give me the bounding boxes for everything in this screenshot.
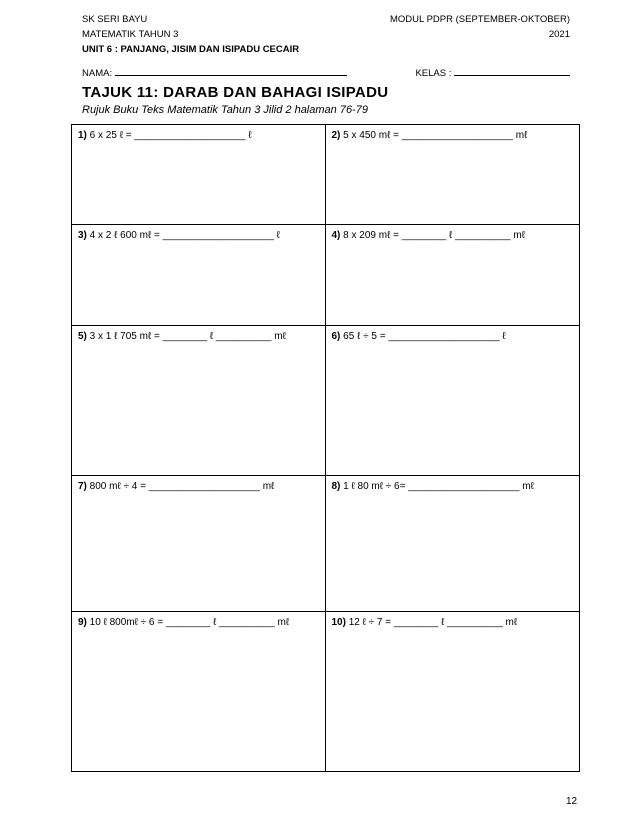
question-number: 10) xyxy=(331,617,346,628)
name-blank[interactable] xyxy=(115,66,347,76)
question-number: 9) xyxy=(78,617,87,628)
subject-name: MATEMATIK TAHUN 3 xyxy=(82,29,179,40)
unit-title: UNIT 6 : PANJANG, JISIM DAN ISIPADU CECAIR xyxy=(82,44,300,55)
class-field[interactable] xyxy=(415,66,570,79)
question-cell[interactable] xyxy=(72,612,326,771)
question-cell[interactable] xyxy=(72,225,326,326)
question-number: 6) xyxy=(331,331,341,342)
question-cell[interactable] xyxy=(72,476,326,612)
question-text: 5 x 450 mℓ = ____________________ mℓ xyxy=(340,130,528,141)
question-cell[interactable] xyxy=(326,476,580,612)
worksheet-subtitle: Rujuk Buku Teks Matematik Tahun 3 Jilid 2 halaman 76-79 xyxy=(82,104,368,116)
question-number: 4) xyxy=(331,230,341,241)
question-cell[interactable] xyxy=(326,326,580,476)
name-field[interactable] xyxy=(82,66,347,79)
name-label: NAMA: xyxy=(82,68,115,79)
question-cell[interactable] xyxy=(326,612,580,771)
question-text: 3 x 1 ℓ 705 mℓ = ________ ℓ __________ mℓ xyxy=(86,331,286,342)
question-text: 6 x 25 ℓ = ____________________ ℓ xyxy=(86,130,252,141)
question-number: 2) xyxy=(331,130,341,141)
question-grid xyxy=(71,124,580,772)
question-number: 5) xyxy=(78,331,87,342)
question-cell[interactable] xyxy=(326,225,580,326)
question-cell[interactable] xyxy=(72,326,326,476)
question-text: 8 x 209 mℓ = ________ ℓ __________ mℓ xyxy=(340,230,525,241)
class-blank[interactable] xyxy=(454,66,570,76)
school-name: SK SERI BAYU xyxy=(82,14,148,25)
question-text: 12 ℓ ÷ 7 = ________ ℓ __________ mℓ xyxy=(345,617,518,628)
class-label: KELAS : xyxy=(415,68,454,79)
question-number: 7) xyxy=(78,481,87,492)
question-text: 800 mℓ ÷ 4 = ____________________ mℓ xyxy=(86,481,275,492)
question-number: 3) xyxy=(78,230,87,241)
header-right xyxy=(390,12,570,42)
question-cell[interactable] xyxy=(72,125,326,225)
worksheet-title: TAJUK 11: DARAB DAN BAHAGI ISIPADU xyxy=(82,84,389,101)
page-number: 12 xyxy=(566,796,578,807)
module-year: 2021 xyxy=(548,29,570,40)
question-text: 10 ℓ 800mℓ ÷ 6 = ________ ℓ __________ mℓ xyxy=(86,617,290,628)
question-text: 1 ℓ 80 mℓ ÷ 6= ____________________ mℓ xyxy=(340,481,534,492)
module-name: MODUL PDPR (SEPTEMBER-OKTOBER) xyxy=(390,14,570,25)
question-number: 8) xyxy=(331,481,341,492)
question-number: 1) xyxy=(78,130,87,141)
question-cell[interactable] xyxy=(326,125,580,225)
header-left xyxy=(82,12,299,57)
question-text: 65 ℓ ÷ 5 = ____________________ ℓ xyxy=(340,331,506,342)
question-text: 4 x 2 ℓ 600 mℓ = ____________________ ℓ xyxy=(86,230,280,241)
